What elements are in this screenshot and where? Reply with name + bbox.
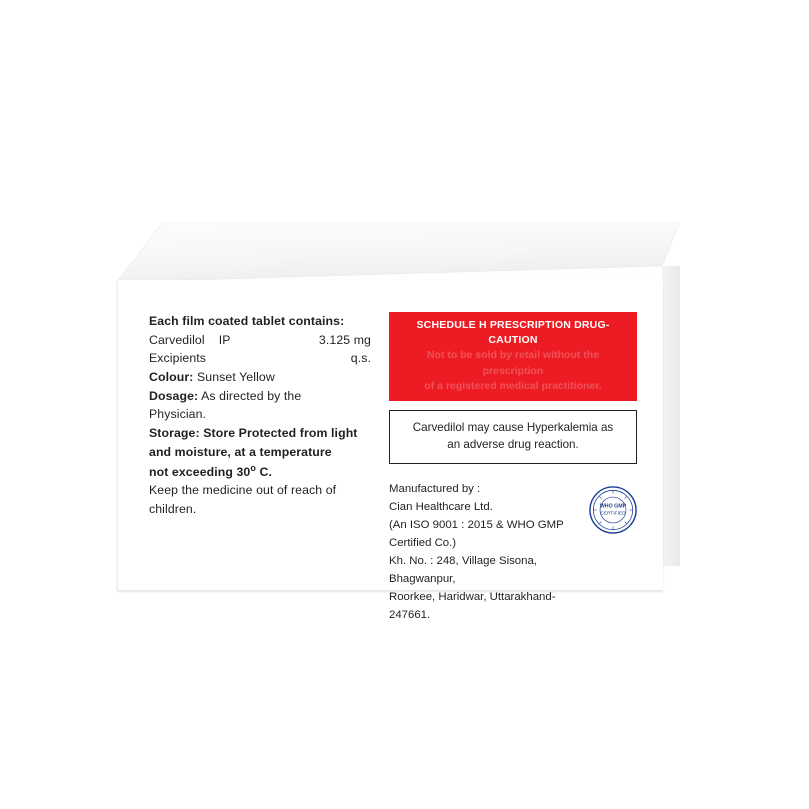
storage-line-1: Store Protected from light (203, 426, 358, 441)
dosage-value-cont: Physician. (149, 407, 207, 422)
storage-label: Storage: (149, 426, 200, 441)
adverse-reaction-line-2: an adverse drug reaction. (447, 437, 579, 451)
manufacturer-line-4: Kh. No. : 248, Village Sisona, Bhagwanpur, (389, 555, 537, 586)
dosage-value: As directed by the (201, 388, 302, 403)
ingredient-name: Excipients (149, 351, 207, 366)
who-gmp-certified-seal-icon (589, 486, 637, 534)
composition-block (149, 312, 371, 519)
who-gmp-seal-shape (589, 486, 637, 534)
ingredient-row (149, 331, 371, 350)
storage-line-3 (149, 462, 371, 482)
medicine-carton (117, 222, 680, 622)
schedule-h-heading: SCHEDULE H PRESCRIPTION DRUG-CAUTION (416, 319, 610, 347)
manufacturer-line-5: Roorkee, Haridwar, Uttarakhand-247661. (389, 591, 556, 622)
schedule-h-line-3: of a registered medical practitioner. (424, 379, 602, 392)
colour-line (149, 368, 371, 387)
colour-value: Sunset Yellow (196, 370, 275, 385)
storage-line-2: and moisture, at a temperature (149, 444, 332, 459)
ingredient-strength: q.s. (350, 351, 371, 366)
adverse-reaction-line-1: Carvedilol may cause Hyperkalemia as (412, 421, 614, 435)
storage-line-3-unit: C. (255, 464, 272, 479)
ingredient-strength: 3.125 mg (318, 332, 371, 347)
composition-heading: Each film coated tablet contains: (149, 314, 345, 328)
colour-label: Colour: (149, 370, 194, 385)
manufacturer-block (389, 480, 637, 624)
carton-top-shape (117, 222, 680, 282)
carton-front-panel (117, 280, 663, 622)
degree-symbol: o (250, 462, 256, 473)
schedule-h-line-2: Not to be sold by retail without the prescription (426, 349, 600, 377)
manufacturer-line-2: Cian Healthcare Ltd. (389, 501, 493, 514)
schedule-h-warning-band (389, 312, 637, 401)
storage-line-3-text: not exceeding 30 (149, 464, 251, 479)
ingredient-name: Carvedilol (149, 332, 205, 347)
keep-away-line-1: Keep the medicine out of reach of (149, 483, 337, 498)
manufacturer-line-1: Manufactured by : (389, 483, 481, 495)
carton-top-panel (117, 222, 680, 282)
ingredient-row (149, 349, 371, 368)
manufacturer-line-3: (An ISO 9001 : 2015 & WHO GMP Certified Co.) (389, 519, 564, 550)
storage-line (149, 424, 371, 443)
dosage-label: Dosage: (149, 388, 199, 403)
svg-text:WHO GMP: WHO GMP (599, 503, 627, 510)
adverse-reaction-box (389, 410, 637, 464)
carton-side-panel (662, 266, 680, 566)
svg-text:CERTIFIED: CERTIFIED (600, 511, 626, 517)
ingredient-standard: IP (218, 332, 231, 347)
dosage-line (149, 387, 371, 406)
keep-away-line-2: children. (149, 501, 197, 516)
